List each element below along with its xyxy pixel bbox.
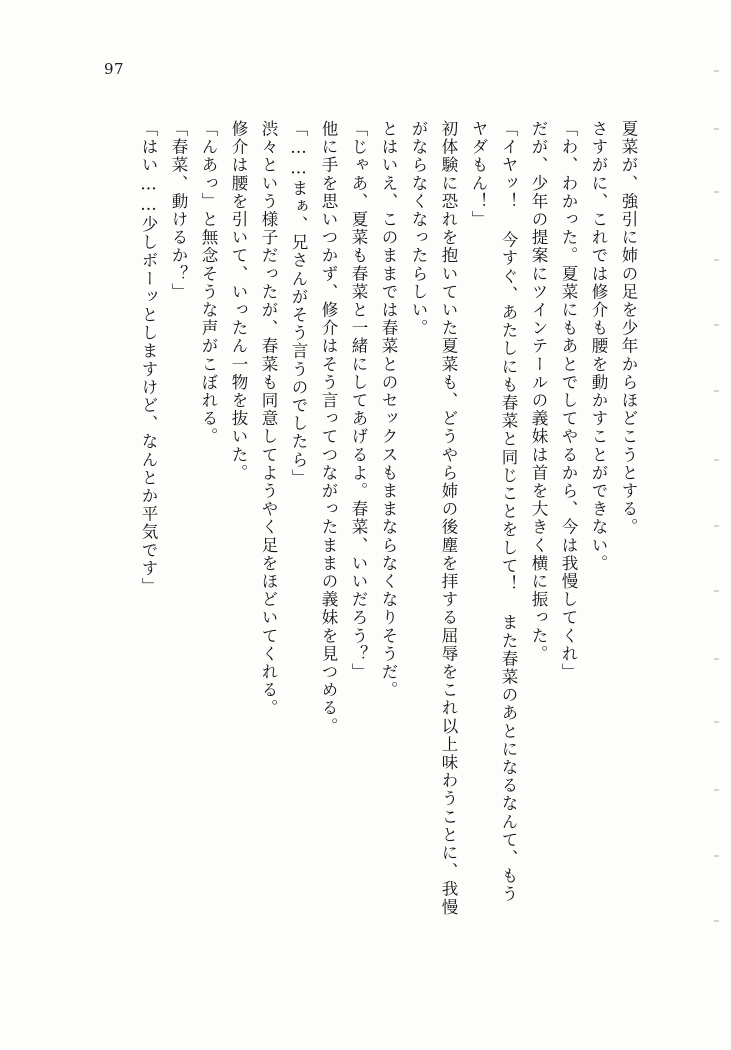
page-edge-texture [709, 70, 719, 970]
page-body-text [83, 120, 643, 920]
paragraph: 「……まぁ、兄さんがそう言うのでしたら」 [289, 120, 308, 487]
paragraph: 他に手を思いつかず、修介はそう言ってつながったままの義妹を見つめる。 [319, 120, 338, 736]
paragraph: 「はい……少しボーッとしますけど、なんとか平気です」 [139, 120, 158, 596]
paragraph: 「春菜、動けるか？」 [169, 120, 188, 301]
paragraph: 「じゃあ、夏菜も春菜と一緒にしてあげるよ。春菜、いいだろう？」 [349, 120, 368, 682]
paragraph: 「わ、わかった。夏菜にもあとでしてやるから、今は我慢してくれ」 [559, 120, 578, 682]
paragraph: 初体験に恐れを抱いていた夏菜も、どうやら姉の後塵を拝する屈辱をこれ以上味わうことに、我慢がならなくなったらしい。 [409, 120, 458, 917]
paragraph: 渋々という様子だったが、春菜も同意してようやく足をほどいてくれる。 [259, 120, 278, 718]
paragraph: 「イヤッ！ 今すぐ、あたしにも春菜と同じことをして！ また春菜のあとになるなんて、もうヤダもん！」 [469, 120, 518, 904]
paragraph: 夏菜が、強引に姉の足を少年からほどこうとする。 [619, 120, 638, 537]
paragraph: 「んあっ」と無念そうな声がこぼれる。 [199, 120, 218, 446]
paragraph: だが、少年の提案にツインテールの義妹は首を大きく横に振った。 [529, 120, 548, 663]
page-number: 97 [104, 60, 125, 78]
paragraph: とはいえ、このままでは春菜とのセックスもままならなくなりそうだ。 [379, 120, 398, 700]
paragraph: さすがに、これでは修介も腰を動かすことができない。 [589, 120, 608, 573]
paragraph: 修介は腰を引いて、いったん一物を抜いた。 [229, 120, 248, 482]
